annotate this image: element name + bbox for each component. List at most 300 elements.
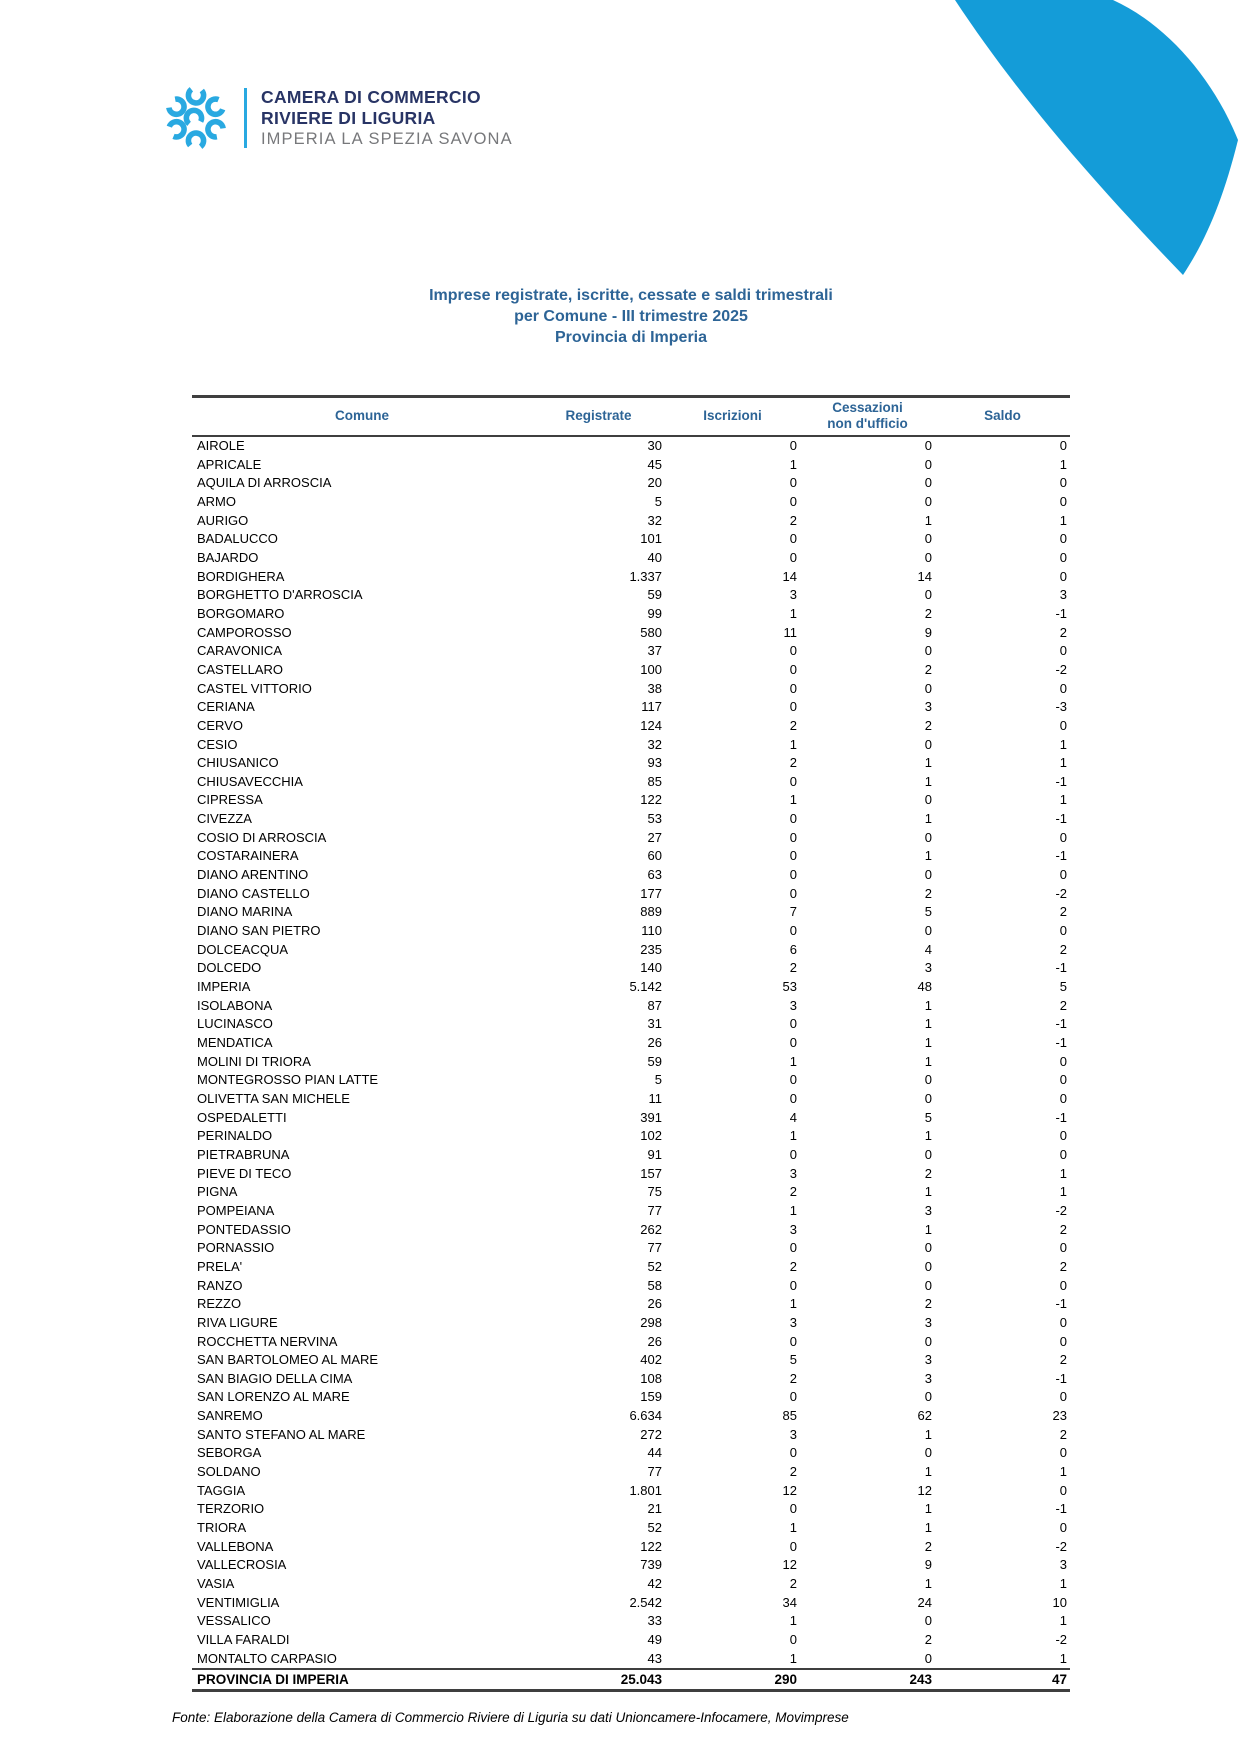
cell-value: -1 [1055,605,1067,621]
cell-value: 0 [789,1277,797,1293]
table-total [192,1669,1070,1691]
cell-value: 5 [1059,979,1067,995]
cell-value: 12 [917,1482,932,1498]
cell-value: 0 [1059,1128,1067,1144]
total-saldo: 47 [935,1669,1070,1691]
cell-value: 108 [640,1370,662,1386]
table-row [192,717,1070,736]
cell-value: 0 [924,1333,932,1349]
cell-value: 0 [924,1389,932,1405]
cell-comune: PIETRABRUNA [197,1146,290,1162]
cell-comune: CHIUSANICO [197,755,279,771]
table-row [192,1034,1070,1053]
cell-value: 124 [640,717,662,733]
cell-value: 580 [640,624,662,640]
col-header-comune: Comune [192,397,532,437]
cell-value: 0 [789,680,797,696]
cell-value: 0 [924,456,932,472]
cell-value: 5 [789,1352,797,1368]
cell-value: 1 [1059,755,1067,771]
cell-value: 0 [924,680,932,696]
cell-comune: VALLEBONA [197,1538,274,1554]
total-row [192,1669,1070,1691]
cell-value: 12 [782,1557,797,1573]
cell-value: 1 [1059,1650,1067,1666]
corner-swoosh-decoration [951,0,1241,280]
table-row [192,791,1070,810]
cell-value: 1 [924,1035,932,1050]
cell-value: 1 [924,755,932,771]
cell-value: 3 [924,1202,932,1218]
cell-value: 122 [640,1538,662,1554]
cell-comune: BORDIGHERA [197,568,285,584]
cell-value: 53 [647,811,662,827]
table-row [192,1370,1070,1389]
cell-comune: BADALUCCO [197,531,278,547]
cell-comune: CIPRESSA [197,792,263,808]
cell-value: -2 [1055,661,1067,677]
cell-value: -1 [1055,773,1067,789]
cell-value: 31 [647,1016,662,1032]
org-name-block [261,87,513,150]
cell-value: 0 [789,475,797,491]
cell-value: 1 [789,1128,797,1144]
cell-value: 49 [647,1632,662,1647]
cell-value: 1 [924,1184,932,1200]
title-line2: per Comune - III trimestre 2025 [514,308,748,325]
cell-value: 2 [924,661,932,677]
cell-value: 0 [789,1632,797,1647]
table-row [192,456,1070,475]
cell-value: 0 [924,1146,932,1162]
cell-value: 0 [924,493,932,509]
cell-value: 0 [924,1650,932,1666]
cell-value: 2 [924,885,932,901]
cell-value: 1 [924,1016,932,1032]
table-row [192,1631,1070,1650]
table-row [192,903,1070,922]
table-row [192,1500,1070,1519]
cell-comune: SAN BARTOLOMEO AL MARE [197,1352,379,1368]
cell-value: 85 [647,773,662,789]
total-registrate: 25.043 [532,1669,665,1691]
cell-value: 5 [654,493,662,509]
cell-comune: CASTEL VITTORIO [197,680,312,696]
cell-value: 26 [647,1296,662,1312]
cell-comune: PERINALDO [197,1128,273,1144]
cell-value: 2 [1059,997,1067,1013]
org-name-line2: RIVIERE DI LIGURIA [261,107,436,128]
cell-value: -2 [1055,1538,1067,1554]
cell-value: 48 [917,979,932,995]
cell-value: 101 [640,531,662,547]
cell-comune: OLIVETTA SAN MICHELE [197,1090,350,1106]
cell-comune: AIROLE [197,438,245,453]
cell-value: 0 [789,549,797,565]
cell-value: 739 [640,1557,662,1573]
cell-value: 157 [640,1165,662,1181]
org-name-line3: IMPERIA LA SPEZIA SAVONA [261,129,513,148]
cell-value: 1 [924,1426,932,1442]
cell-value: 889 [640,904,662,920]
cell-value: 402 [640,1352,662,1368]
col-header-cessazioni [800,397,935,437]
table-row [192,1482,1070,1501]
table-row [192,1407,1070,1426]
table-header [192,397,1070,437]
table-row [192,680,1070,699]
cell-comune: MONTALTO CARPASIO [197,1650,337,1666]
cell-value: 2 [789,755,797,771]
cell-value: 60 [647,848,662,864]
cell-value: -2 [1055,1202,1067,1218]
table-row [192,773,1070,792]
cell-value: 1 [924,1501,932,1517]
cell-value: 85 [782,1408,797,1424]
cell-value: 1 [789,456,797,472]
cell-value: 1 [924,773,932,789]
cell-value: 0 [1059,680,1067,696]
cell-comune: SANREMO [197,1408,263,1424]
cell-value: 100 [640,661,662,677]
cell-value: 0 [789,1333,797,1349]
cell-comune: LUCINASCO [197,1016,273,1032]
cell-value: 2 [1059,904,1067,920]
cell-comune: PIGNA [197,1184,238,1200]
cell-value: 1 [924,1053,932,1069]
cell-value: 52 [647,1520,662,1536]
cell-value: 0 [789,867,797,883]
cell-value: 1 [924,997,932,1013]
cell-comune: SOLDANO [197,1464,261,1480]
cell-comune: DOLCEDO [197,960,262,976]
cell-value: 93 [647,755,662,771]
cell-value: -3 [1055,699,1067,715]
cell-value: 3 [924,1370,932,1386]
cell-value: 3 [789,587,797,603]
org-name-line1: CAMERA DI COMMERCIO [261,86,481,107]
cell-value: 2 [924,1632,932,1647]
cell-comune: IMPERIA [197,979,251,995]
cell-value: 6.634 [629,1408,662,1424]
cell-value: 5.142 [629,979,662,995]
cell-comune: ISOLABONA [197,997,273,1013]
cell-comune: APRICALE [197,456,262,472]
cell-value: 0 [1059,1445,1067,1461]
cell-value: 1 [924,1128,932,1144]
cell-value: 0 [789,1445,797,1461]
table-row [192,1295,1070,1314]
table-row [192,1444,1070,1463]
cell-value: 45 [647,456,662,472]
cell-value: 2 [789,1464,797,1480]
table-row [192,1127,1070,1146]
cell-value: 2 [924,1538,932,1554]
table-row [192,941,1070,960]
cell-value: 0 [924,531,932,547]
cell-value: 87 [647,997,662,1013]
cell-value: 0 [789,531,797,547]
cell-value: 44 [647,1445,662,1461]
cell-value: 0 [789,848,797,864]
cell-value: -1 [1055,1035,1067,1050]
cell-value: 5 [924,904,932,920]
cell-comune: DIANO SAN PIETRO [197,923,321,939]
cell-value: 0 [789,1090,797,1106]
cell-value: 2 [789,717,797,733]
cell-value: 110 [641,923,662,939]
cell-value: 2 [1059,1352,1067,1368]
cell-value: 1 [924,1576,932,1592]
cell-value: 1 [789,1613,797,1629]
cell-value: 62 [917,1408,932,1424]
cell-value: 391 [640,1109,662,1125]
cell-value: 2 [789,1576,797,1592]
cell-value: 32 [647,736,662,752]
table-row [192,661,1070,680]
cell-value: 77 [647,1464,662,1480]
table-row [192,736,1070,755]
table-row [192,1594,1070,1613]
cell-value: 2 [924,1165,932,1181]
cell-value: 0 [789,1389,797,1405]
cell-comune: BAJARDO [197,549,259,565]
cell-value: 1 [1059,512,1067,528]
cell-value: 0 [789,1240,797,1256]
cell-value: 1 [789,792,797,808]
table-row [192,530,1070,549]
cell-value: 0 [924,1613,932,1629]
cell-value: 26 [647,1333,662,1349]
cell-value: 99 [647,605,662,621]
table-row [192,754,1070,773]
cell-value: 0 [1059,1389,1067,1405]
table-row [192,1388,1070,1407]
cell-comune: ROCCHETTA NERVINA [197,1333,338,1349]
cell-value: 140 [640,960,662,976]
cell-value: 0 [924,1072,932,1088]
table-row [192,1556,1070,1575]
cell-value: 38 [647,680,662,696]
cell-value: 2 [789,512,797,528]
cell-value: 9 [924,624,932,640]
cell-comune: TERZORIO [197,1501,265,1517]
table-row [192,1575,1070,1594]
cell-comune: CASTELLARO [197,661,283,677]
cell-value: 0 [1059,867,1067,883]
cell-comune: CIVEZZA [197,811,252,827]
table-row [192,1463,1070,1482]
title-line3: Provincia di Imperia [554,329,708,346]
cell-value: 0 [1059,643,1067,659]
cell-comune: PIEVE DI TECO [197,1165,292,1181]
cell-value: 117 [641,699,662,715]
cell-value: 0 [789,493,797,509]
cell-value: 30 [647,438,662,453]
cell-value: 4 [789,1109,797,1125]
cell-comune: MONTEGROSSO PIAN LATTE [197,1072,379,1088]
table-row [192,1612,1070,1631]
table-row [192,1109,1070,1128]
cell-value: 0 [924,587,932,603]
cell-value: 2 [924,1296,932,1312]
cell-value: 0 [1059,1482,1067,1498]
cell-value: 1 [924,1221,932,1237]
cell-value: 0 [1059,829,1067,845]
cell-value: 77 [647,1240,662,1256]
cell-value: 0 [924,736,932,752]
cell-value: 43 [647,1650,662,1666]
cell-value: 0 [1059,531,1067,547]
cell-value: 2 [1059,1426,1067,1442]
table-row [192,829,1070,848]
table-row [192,605,1070,624]
cell-value: 122 [640,792,662,808]
cell-comune: ARMO [197,493,236,509]
table-row [192,642,1070,661]
table-row [192,568,1070,587]
cell-value: 91 [647,1146,662,1162]
cell-value: 0 [1059,438,1067,453]
table-row [192,474,1070,493]
cell-value: 1 [789,736,797,752]
cell-comune: DIANO CASTELLO [197,885,310,901]
cell-value: 0 [924,792,932,808]
cell-comune: MENDATICA [197,1035,273,1050]
cell-value: 1 [1059,1613,1067,1629]
table-row [192,1277,1070,1296]
table-row [192,1426,1070,1445]
table-row [192,549,1070,568]
table-row [192,997,1070,1016]
cell-value: 23 [1052,1408,1067,1424]
cell-value: 34 [782,1594,797,1610]
cell-value: 2 [1059,1221,1067,1237]
cell-comune: VALLECROSIA [197,1557,287,1573]
cell-value: 2 [924,717,932,733]
cell-comune: TAGGIA [197,1482,246,1498]
cell-value: 262 [640,1221,662,1237]
cell-value: 9 [924,1557,932,1573]
table-row [192,866,1070,885]
cell-value: 58 [647,1277,662,1293]
total-cessazioni: 243 [800,1669,935,1691]
cell-value: 1 [789,1520,797,1536]
cell-value: 1 [924,1520,932,1536]
table-row [192,1650,1070,1670]
cell-comune: DOLCEACQUA [197,941,289,957]
cell-value: -1 [1055,1501,1067,1517]
col-header-iscrizioni: Iscrizioni [665,397,800,437]
cell-value: 2 [789,960,797,976]
cell-value: -1 [1055,1016,1067,1032]
cell-value: 12 [782,1482,797,1498]
cell-value: 1 [1059,1165,1067,1181]
cell-value: 6 [789,941,797,957]
total-label: PROVINCIA DI IMPERIA [192,1669,532,1691]
cell-comune: COSTARAINERA [197,848,299,864]
cell-value: 1 [924,811,932,827]
table-row [192,624,1070,643]
cell-value: 1 [1059,1184,1067,1200]
cell-value: 0 [789,661,797,677]
cell-value: 1 [924,1464,932,1480]
cell-value: 32 [647,512,662,528]
cell-comune: TRIORA [197,1520,247,1536]
cell-value: 1 [1059,1576,1067,1592]
cell-comune: SEBORGA [197,1445,262,1461]
cell-value: 37 [647,643,662,659]
chamber-logo-icon [160,82,232,154]
cell-value: 0 [924,1277,932,1293]
cell-value: 0 [1059,1053,1067,1069]
cell-value: 3 [924,960,932,976]
cell-comune: PONTEDASSIO [197,1221,291,1237]
cell-value: 1 [789,605,797,621]
cell-value: 59 [647,1053,662,1069]
cell-comune: DIANO MARINA [197,904,293,920]
cell-value: 0 [924,1240,932,1256]
table-row [192,1183,1070,1202]
table-row [192,922,1070,941]
cell-comune: PRELA' [197,1258,243,1274]
cell-value: 0 [1059,1090,1067,1106]
cell-value: 1 [1059,792,1067,808]
table-row [192,1053,1070,1072]
cell-value: 0 [789,1016,797,1032]
cell-comune: CERIANA [197,699,255,715]
cell-value: 75 [647,1184,662,1200]
cell-comune: AQUILA DI ARROSCIA [197,475,332,491]
municipality-table [192,395,1070,1692]
cell-value: -1 [1055,1296,1067,1312]
table-row [192,1258,1070,1277]
cell-value: 20 [647,475,662,491]
cell-value: 1 [789,1296,797,1312]
cell-value: 0 [1059,1314,1067,1330]
cell-comune: OSPEDALETTI [197,1109,287,1125]
cell-value: 0 [1059,1146,1067,1162]
cell-value: 0 [924,829,932,845]
col-header-registrate: Registrate [532,397,665,437]
col-header-saldo: Saldo [935,397,1070,437]
cell-comune: AURIGO [197,512,249,528]
cell-value: 3 [789,1314,797,1330]
cell-comune: SANTO STEFANO AL MARE [197,1426,366,1442]
source-note: Fonte: Elaborazione della Camera di Commercio Riviere di Liguria su dati Unioncamere-Infocamere, Movimprese [172,1710,849,1725]
cell-value: 0 [789,643,797,659]
cell-value: 52 [647,1258,662,1274]
cell-value: 7 [789,904,797,920]
cell-value: 5 [654,1072,662,1088]
cell-value: 0 [789,885,797,901]
cell-comune: CERVO [197,717,243,733]
cell-value: 272 [640,1426,662,1442]
col-header-cessazioni-line1: Cessazioni [832,400,903,415]
cell-value: 2 [924,605,932,621]
table-row [192,978,1070,997]
cell-value: 42 [647,1576,662,1592]
cell-comune: VASIA [197,1576,235,1592]
cell-comune: CARAVONICA [197,643,282,659]
cell-value: 2 [789,1184,797,1200]
cell-comune: VILLA FARALDI [197,1632,290,1647]
cell-value: 1 [924,512,932,528]
cell-comune: VENTIMIGLIA [197,1594,280,1610]
cell-value: 0 [1059,493,1067,509]
logo-divider [244,88,247,148]
cell-value: 0 [924,867,932,883]
